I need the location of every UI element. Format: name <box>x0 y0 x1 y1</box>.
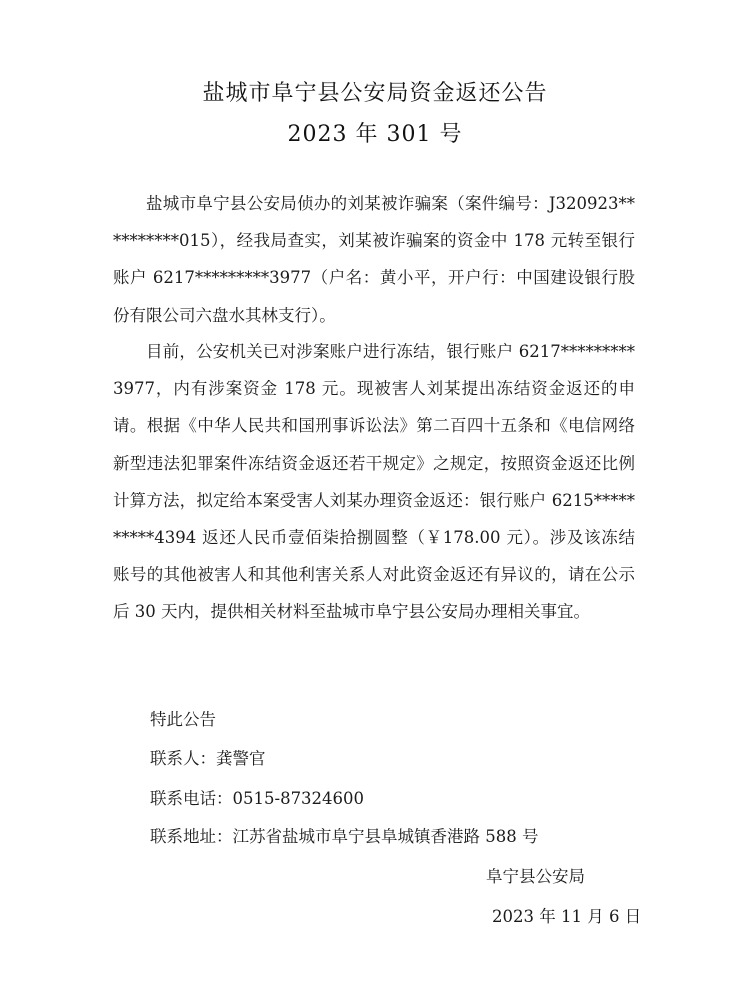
body-paragraph-1-block <box>113 185 635 334</box>
contact-person: 联系人：龚警官 <box>150 749 266 768</box>
issuer-signature: 阜宁县公安局 <box>486 867 585 886</box>
special-notice: 特此公告 <box>150 710 216 729</box>
notice-title: 盐城市阜宁县公安局资金返还公告 <box>202 81 548 106</box>
contact-address: 联系地址：江苏省盐城市阜宁县阜城镇香港路 588 号 <box>150 827 539 846</box>
body-paragraph-2-block <box>113 333 635 631</box>
issue-date: 2023 年 11 月 6 日 <box>492 907 642 926</box>
contact-phone: 联系电话：0515-87324600 <box>150 789 365 808</box>
body-paragraph-2: 目前，公安机关已对涉案账户进行冻结，银行账户 6217*********3977，内有涉案资金 178 元。现被害人刘某提出冻结资金返还的申请。根据《中华人民共和国刑事诉讼法》第二百四十五条和《电信网络新型违法犯罪案件冻结资金返还若干规定》之规定，按照资金返还比例计算方法，拟定给本案受害人刘某办理资金返还：银行账户 6215**********4394 返还人民币壹佰柒拾捌圆整（￥178.00 元）。涉及该冻结账号的其他被害人和其他利害关系人对此资金返还有异议的，请在公示后 30 天内，提供相关材料至盐城市阜宁县公安局办理相关事宜。 <box>113 342 635 622</box>
body-paragraph-1: 盐城市阜宁县公安局侦办的刘某被诈骗案（案件编号：J320923**********015），经我局查实，刘某被诈骗案的资金中 178 元转至银行账户 6217*********3977（户名：黄小平，开户行：中国建设银行股份有限公司六盘水其林支行）。 <box>113 194 635 325</box>
notice-number: 2023 年 301 号 <box>287 122 463 147</box>
